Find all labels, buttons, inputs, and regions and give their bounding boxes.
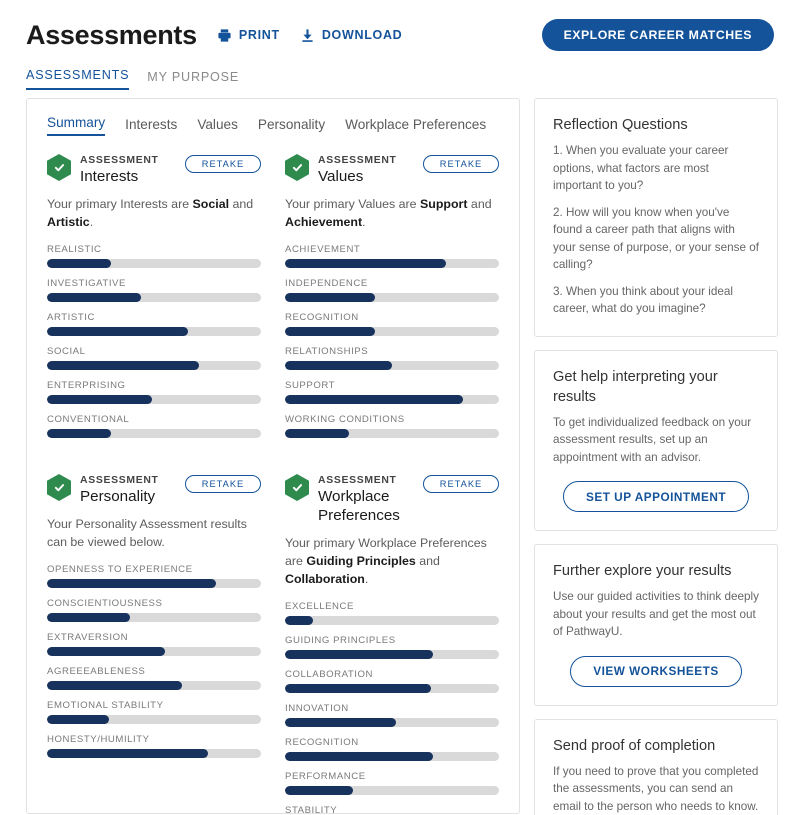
trait-bar-track [285,327,499,336]
trait-bar-fill [285,752,433,761]
trait-bar-track [47,749,261,758]
trait-row [47,414,261,438]
assessment-description: Your primary Values are Support and Achievement. [285,197,492,229]
trait-row [285,380,499,404]
assessment-name: Interests [80,168,139,185]
reflection-question-1: 1. When you evaluate your career options, what factors are most important to you? [553,144,729,192]
trait-bar-fill [47,613,130,622]
assessment-header [47,154,261,186]
assessment-description: Your Personality Assessment results can be viewed below. [47,517,247,549]
assessment-block [285,154,499,448]
assessment-kicker: ASSESSMENT [80,155,159,166]
tab-values[interactable]: Values [197,117,238,132]
trait-label: CONSCIENTIOUSNESS [47,598,163,609]
reflection-questions-panel [534,98,778,337]
trait-bar-track [285,616,499,625]
tab-summary[interactable]: Summary [47,115,105,136]
assessment-name: Values [318,168,364,185]
further-explore-body: Use our guided activities to think deeply about your results and get the most out of PathwayU. [553,590,759,638]
retake-button[interactable]: RETAKE [185,155,261,173]
assessment-name: Personality [80,488,156,505]
send-proof-panel [534,719,778,815]
trait-bar-fill [47,749,208,758]
completed-check-icon [285,154,309,181]
trait-row [285,737,499,761]
trait-label: EXTRAVERSION [47,632,129,643]
assessment-grid [47,154,499,815]
trait-bar-fill [285,293,375,302]
trait-row [47,700,261,724]
trait-row [47,244,261,268]
trait-row [285,635,499,659]
trait-label: GUIDING PRINCIPLES [285,635,396,646]
trait-label: SOCIAL [47,346,86,357]
trait-row [285,278,499,302]
assessment-titles [318,154,414,186]
trait-bar-track [47,327,261,336]
trait-bar-track [285,752,499,761]
primary-tabs [0,56,800,90]
trait-bar-track [285,650,499,659]
trait-label: COLLABORATION [285,669,374,680]
retake-button[interactable]: RETAKE [185,475,261,493]
tab-assessments[interactable]: ASSESSMENTS [26,68,129,90]
trait-label: RECOGNITION [285,737,359,748]
trait-bar-fill [285,684,431,693]
reflection-question-3: 3. When you think about your ideal career, what do you imagine? [553,284,733,315]
assessment-description: Your primary Workplace Preferences are Guiding Principles and Collaboration. [285,536,487,586]
assessment-header [285,474,499,525]
assessment-header [285,154,499,186]
trait-bar-track [285,293,499,302]
trait-bar-fill [285,429,349,438]
trait-bar-fill [47,293,141,302]
page-header [0,0,800,56]
trait-bar-fill [285,616,313,625]
trait-bar-fill [47,361,199,370]
trait-row [285,703,499,727]
trait-row [285,244,499,268]
trait-bar-track [47,715,261,724]
get-help-title: Get help interpreting your results [553,368,718,405]
trait-label: STABILITY [285,805,338,815]
trait-row [47,312,261,336]
trait-bar-fill [47,429,111,438]
print-button[interactable] [217,28,280,43]
trait-row [47,598,261,622]
trait-bar-track [47,259,261,268]
trait-label: ARTISTIC [47,312,95,323]
assessment-description: Your primary Interests are Social and Artistic. [47,197,254,229]
trait-label: OPENNESS TO EXPERIENCE [47,564,193,575]
trait-row [47,632,261,656]
assessment-kicker: ASSESSMENT [318,155,397,166]
retake-button[interactable]: RETAKE [423,155,499,173]
trait-bar-track [285,429,499,438]
trait-label: EXCELLENCE [285,601,354,612]
trait-label: CONVENTIONAL [47,414,130,425]
assessment-titles [80,154,176,186]
sidebar [534,98,778,815]
completed-check-icon [47,154,71,181]
trait-row [47,666,261,690]
trait-bar-fill [47,259,111,268]
print-label: PRINT [238,28,280,42]
trait-row [47,564,261,588]
trait-bar-fill [47,395,152,404]
trait-bar-track [47,613,261,622]
tab-workplace-preferences[interactable]: Workplace Preferences [345,117,487,132]
trait-label: AGREEEABLENESS [47,666,146,677]
tab-my-purpose[interactable]: MY PURPOSE [147,70,240,84]
reflection-title: Reflection Questions [553,117,688,133]
page-title: Assessments [26,19,197,50]
printer-icon [217,28,232,43]
assessment-section-tabs [47,115,499,136]
tab-interests[interactable]: Interests [125,117,178,132]
trait-label: REALISTIC [47,244,102,255]
trait-bar-fill [47,579,216,588]
header-actions [217,28,403,43]
trait-bar-track [47,293,261,302]
trait-bar-fill [285,395,463,404]
trait-row [285,771,499,795]
get-help-panel [534,350,778,532]
trait-bar-fill [285,786,353,795]
tab-personality[interactable]: Personality [257,117,326,132]
trait-row [285,414,499,438]
send-proof-body: If you need to prove that you completed the assessments, you can send an email to the person who needs to know. [553,764,759,813]
trait-bar-track [285,395,499,404]
trait-bar-track [47,395,261,404]
trait-row [285,601,499,625]
send-proof-title: Send proof of completion [553,737,716,754]
trait-bar-fill [47,715,109,724]
explore-career-matches-button[interactable]: EXPLORE CAREER MATCHES [542,19,774,51]
assessment-block [285,474,499,815]
download-icon [300,28,315,43]
trait-label: EMOTIONAL STABILITY [47,700,164,711]
trait-label: RECOGNITION [285,312,359,323]
trait-label: PERFORMANCE [285,771,366,782]
trait-bar-fill [285,361,392,370]
trait-bar-track [47,681,261,690]
reflection-question-2: 2. How will you know when you've found a career path that aligns with your sense of purpose, or your sense of calling? [553,205,759,271]
trait-bar-track [285,259,499,268]
trait-row [285,346,499,370]
view-worksheets-button[interactable]: VIEW WORKSHEETS [570,656,741,687]
assessment-block [47,154,261,448]
retake-button[interactable]: RETAKE [423,475,499,493]
trait-label: INVESTIGATIVE [47,278,126,289]
trait-bar-fill [47,647,165,656]
get-help-body: To get individualized feedback on your assessment results, set up an appointment with an advisor. [553,415,752,464]
assessment-block [47,474,261,815]
trait-bar-track [47,361,261,370]
trait-bar-track [285,718,499,727]
trait-bar-track [47,579,261,588]
completed-check-icon [47,474,71,501]
download-button[interactable] [300,28,403,43]
assessment-titles [318,474,414,525]
trait-label: INDEPENDENCE [285,278,368,289]
assessments-card [26,98,520,814]
completed-check-icon [285,474,309,501]
trait-label: HONESTY/HUMILITY [47,734,150,745]
trait-row [285,669,499,693]
trait-label: INNOVATION [285,703,349,714]
trait-bar-fill [285,650,433,659]
trait-label: RELATIONSHIPS [285,346,369,357]
trait-bar-fill [285,259,446,268]
trait-row [47,734,261,758]
assessment-kicker: ASSESSMENT [80,475,159,486]
trait-label: ENTERPRISING [47,380,126,391]
assessment-kicker: ASSESSMENT [318,475,397,486]
trait-bar-track [285,786,499,795]
set-up-appointment-button[interactable]: SET UP APPOINTMENT [563,481,749,512]
assessment-header [47,474,261,506]
trait-row [47,380,261,404]
trait-bar-track [285,361,499,370]
trait-row [47,346,261,370]
trait-bar-fill [285,327,375,336]
trait-row [285,805,499,815]
trait-bar-track [47,429,261,438]
trait-bar-track [285,684,499,693]
trait-bar-track [47,647,261,656]
trait-label: SUPPORT [285,380,336,391]
trait-bar-fill [47,681,182,690]
trait-label: WORKING CONDITIONS [285,414,405,425]
trait-bar-fill [285,718,396,727]
assessment-titles [80,474,176,506]
download-label: DOWNLOAD [321,28,403,42]
content-area [0,90,800,815]
trait-row [285,312,499,336]
trait-row [47,278,261,302]
trait-bar-fill [47,327,188,336]
trait-label: ACHIEVEMENT [285,244,361,255]
further-explore-panel [534,544,778,706]
further-explore-title: Further explore your results [553,563,732,579]
assessment-name: Workplace Preferences [318,488,400,524]
